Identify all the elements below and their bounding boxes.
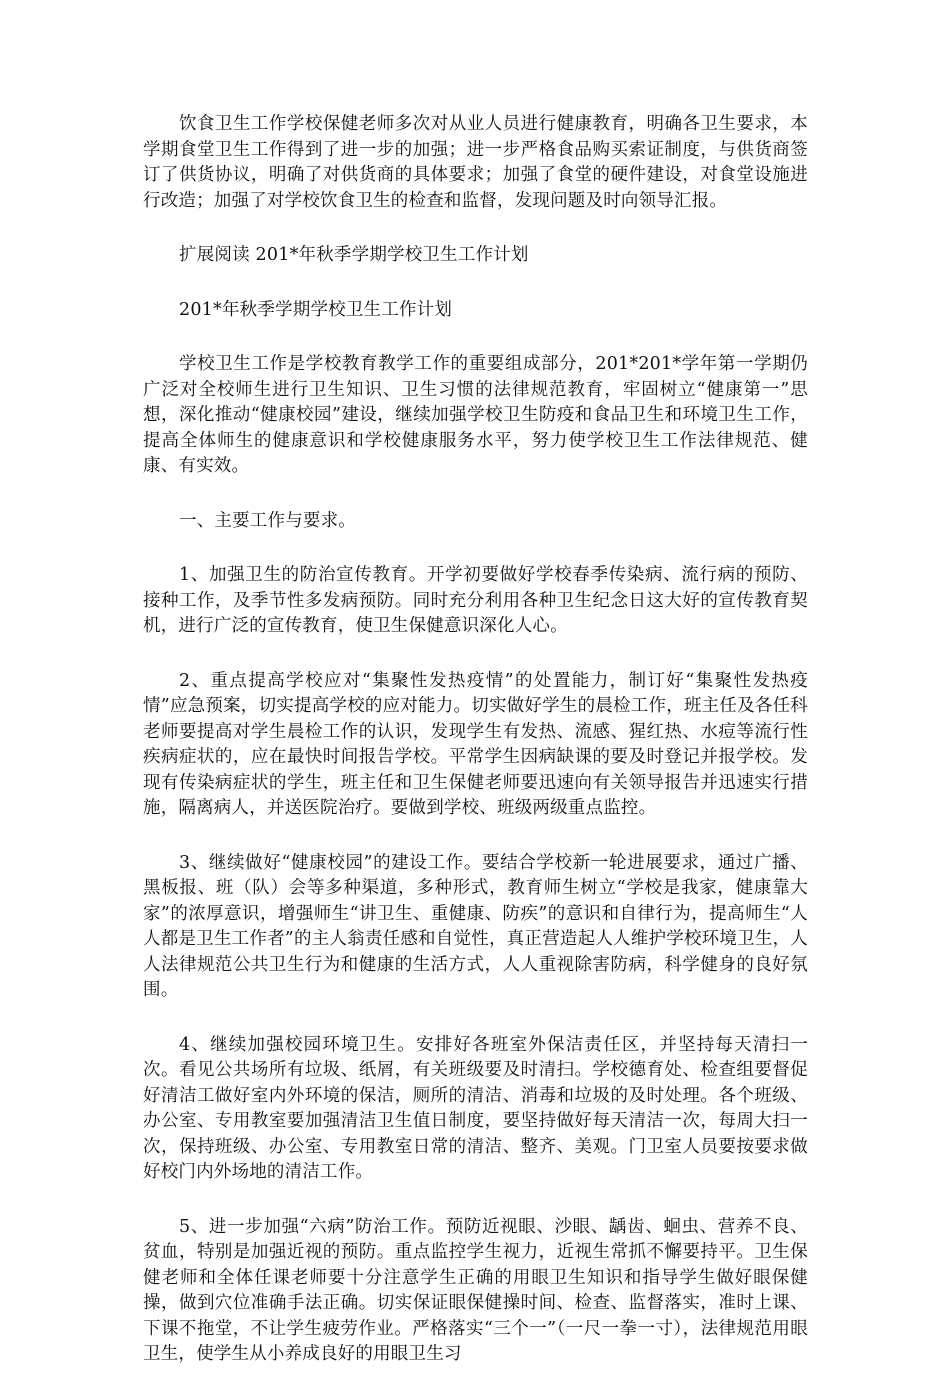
paragraph-item-2: 2、重点提高学校应对“集聚性发热疫情”的处置能力，制订好“集聚性发热疫情”应急预案，切实提高学校的应对能力。切实做好学生的晨检工作，班主任及各任科老师要提高对学生晨检工作的认识，发现学生有发热、流感、猩红热、水痘等流行性疾病症状的，应在最快时间报告学校。平常学生因病缺课的要及时登记并报学校。发现有传染病症状的学生，班主任和卫生保健老师要迅速向有关领导报告并迅速实行措施，隔离病人，并送医院治疗。要做到学校、班级两级重点监控。 [143, 670, 808, 818]
paragraph-item-3: 3、继续做好“健康校园”的建设工作。要结合学校新一轮进展要求，通过广播、黑板报、班（队）会等多种渠道，多种形式，教育师生树立“学校是我家，健康靠大家”的浓厚意识，增强师生“讲卫生、重健康、防疾”的意识和自律行为，提高师生“人人都是卫生工作者”的主人翁责任感和自觉性，真正营造起人人维护学校环境卫生，人人法律规范公共卫生行为和健康的生活方式，人人重视除害防病，科学健身的良好氛围。 [143, 852, 808, 1000]
paragraph-extended-reading: 扩展阅读 201*年秋季学期学校卫生工作计划 [179, 245, 529, 265]
paragraph-item-5: 5、进一步加强“六病”防治工作。预防近视眼、沙眼、龋齿、蛔虫、营养不良、贫血，特别是加强近视的预防。重点监控学生视力，近视生常抓不懈要持平。卫生保健老师和全体任课老师要十分注意学生正确的用眼卫生知识和指导学生做好眼保健操，做到穴位准确手法正确。切实保证眼保健操时间、检查、监督落实，准时上课、下课不拖堂，不让学生疲劳作业。严格落实“三个一”（一尺一拳一寸），法律规范用眼卫生，使学生从小养成良好的用眼卫生习 [143, 1216, 808, 1364]
document-body [143, 112, 808, 1397]
paragraph-food-hygiene: 饮食卫生工作学校保健老师多次对从业人员进行健康教育，明确各卫生要求，本学期食堂卫生工作得到了进一步的加强；进一步严格食品购买索证制度，与供货商签订了供货协议，明确了对供货商的具体要求；加强了食堂的硬件建设，对食堂设施进行改造；加强了对学校饮食卫生的检查和监督，发现问题及时向领导汇报。 [143, 114, 808, 211]
paragraph-item-4: 4、继续加强校园环境卫生。安排好各班室外保洁责任区，并坚持每天清扫一次。看见公共场所有垃圾、纸屑，有关班级要及时清扫。学校德育处、检查组要督促好清洁工做好室内外环境的保洁，厕所的清洁、消毒和垃圾的及时处理。各个班级、办公室、专用教室要加强清洁卫生值日制度，要坚持做好每天清洁一次，每周大扫一次，保持班级、办公室、专用教室日常的清洁、整齐、美观。门卫室人员要按要求做好校门内外场地的清洁工作。 [143, 1034, 808, 1182]
paragraph-item-1: 1、加强卫生的防治宣传教育。开学初要做好学校春季传染病、流行病的预防、接种工作，及季节性多发病预防。同时充分利用各种卫生纪念日这大好的宣传教育契机，进行广泛的宣传教育，使卫生保健意识深化人心。 [143, 565, 808, 636]
section-heading-main-work: 一、主要工作与要求。 [179, 510, 356, 531]
document-title: 201*年秋季学期学校卫生工作计划 [179, 299, 453, 320]
paragraph-intro: 学校卫生工作是学校教育教学工作的重要组成部分，201*201*学年第一学期仍广泛对全校师生进行卫生知识、卫生习惯的法律规范教育，牢固树立“健康第一”思想，深化推动“健康校园”建设，继续加强学校卫生防疫和食品卫生和环境卫生工作，提高全体师生的健康意识和学校健康服务水平，努力使学校卫生工作法律规范、健康、有实效。 [143, 354, 808, 476]
